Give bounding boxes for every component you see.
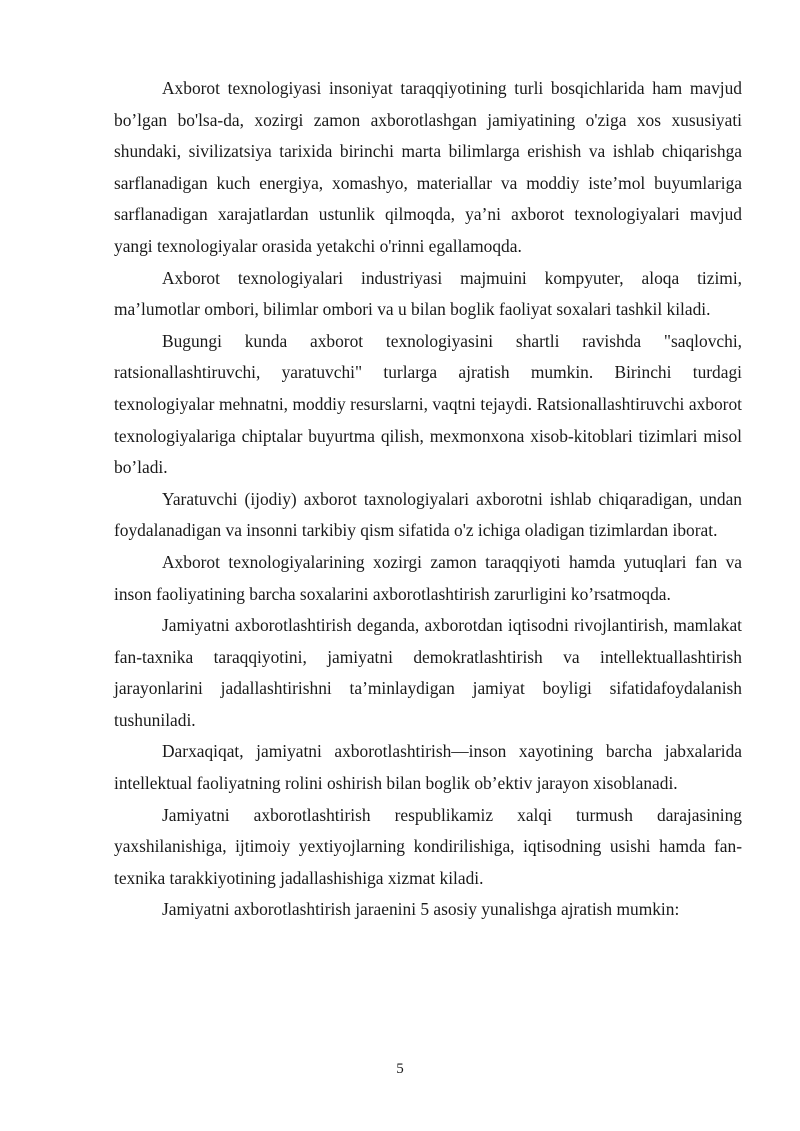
paragraph-6: Jamiyatni axborotlashtirish deganda, axborotdan iqtisodni rivojlantirish, mamlakat fan-taxnika taraqqiyotini, jamiyatni demokratlashtirish va intellektuallashtirish jarayonlarini jadallashtirishni ta’minlaydigan jamiyat boyligi sifatidafoydalanish tushuniladi. [114, 615, 742, 730]
paragraph-7: Darxaqiqat, jamiyatni axborotlashtirish—inson xayotining barcha jabxalarida intellektual faoliyatning rolini oshirish bilan boglik ob’ektiv jarayon xisoblanadi. [114, 741, 742, 794]
body-text [114, 73, 742, 926]
paragraph-5: Axborot texnologiyalarining xozirgi zamon taraqqiyoti hamda yutuqlari fan va inson faoliyatining barcha soxalarini axborotlashtirish zarurligini ko’rsatmoqda. [114, 551, 742, 604]
paragraph-2: Axborot texnologiyalari industriyasi majmuini kompyuter, aloqa tizimi, ma’lumotlar ombori, bilimlar ombori va u bilan boglik faoliyat soxalari tashkil kiladi. [114, 267, 742, 320]
paragraph-9: Jamiyatni axborotlashtirish jaraenini 5 asosiy yunalishga ajratish mumkin: [162, 899, 680, 920]
paragraph-3: Bugungi kunda axborot texnologiyasini shartli ravishda "saqlovchi, ratsionallashtiruvchi, yaratuvchi" turlarga ajratish mumkin. Birinchi turdagi texnologiyalar mehnatni, moddiy resurslarni, vaqtni tejaydi. Ratsionallashtiruvchi axborot texnologiyalariga chiptalar buyurtma qilish, mexmonxona xisob-kitoblari tizimlari misol bo’ladi. [114, 330, 742, 478]
paragraph-1: Axborot texnologiyasi insoniyat taraqqiyotining turli bosqichlarida ham mavjud bo’lgan bo'lsa-da, xozirgi zamon axborotlashgan jamiyatining o'ziga xos xususiyati shundaki, sivilizatsiya tarixida birinchi marta bilimlarga erishish va ishlab chiqarishga sarflanadigan kuch energiya, xomashyo, materiallar va moddiy iste’mol buyumlariga sarflanadigan xarajatlardan ustunlik qilmoqda, ya’ni axborot texnologiyalari mavjud yangi texnologiyalar orasida yetakchi o'rinni egallamoqda. [114, 78, 742, 256]
page-number: 5 [396, 1061, 404, 1077]
paragraph-4: Yaratuvchi (ijodiy) axborot taxnologiyalari axborotni ishlab chiqaradigan, undan foydalanadigan va insonni tarkibiy qism sifatida o'z ichiga oladigan tizimlardan iborat. [114, 488, 742, 541]
paragraph-8: Jamiyatni axborotlashtirish respublikamiz xalqi turmush darajasining yaxshilanishiga, ijtimoiy yextiyojlarning kondirilishiga, iqtisodning usishi hamda fan-texnika tarakkiyotining jadallashishiga xizmat kiladi. [114, 804, 742, 888]
